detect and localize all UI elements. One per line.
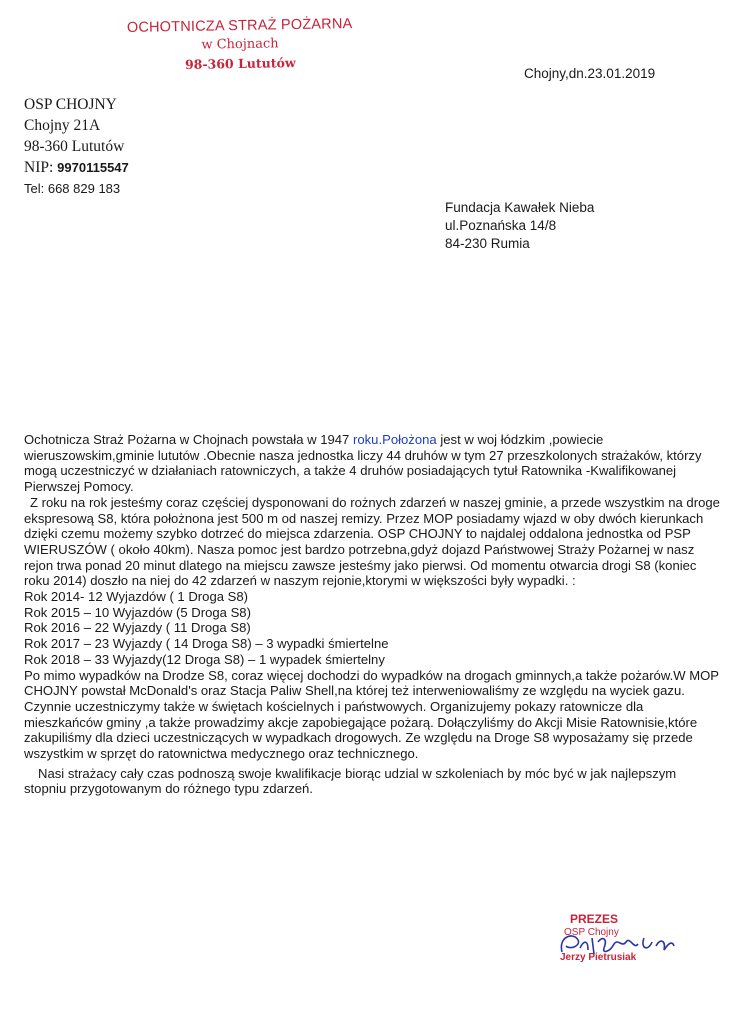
sender-name: OSP CHOJNY [24, 96, 117, 113]
yearly-stats-list [24, 589, 720, 668]
paragraph-2: Z roku na rok jesteśmy coraz częściej dysponowani do rożnych zdarzeń w naszej gminie, a przede wszystkim na droge ekspresową S8, która położnona jest 500 m od naszej remizy. Przez MOP posiadamy wjazd w oby dwóch kierunkach dzięki czemu możemy szybko dotrzeć do miejsca zdarzenia. OSP CHOJNY to najdalej oddalona jednostka od PSP WIERUSZÓW ( około 40km). Nasza pomoc jest bardzo potrzebna,gdyż dojazd Państwowej Straży Pożarnej w nasz rejon trwa ponad 20 minut dlatego na miejscu zawsze jesteśmy jako pierwsi. Od momentu otwarcia drogi S8 (koniec roku 2014) doszło na niej do 42 zdarzeń w naszym rejonie,ktorymi w większości były wypadki. : [24, 494, 720, 589]
nip-label: NIP: [24, 159, 58, 176]
p1-link[interactable]: roku.Położona [352, 432, 437, 447]
stamp-line-2: w Chojnach [201, 36, 279, 53]
year-stat-2015: Rok 2015 – 10 Wyjazdów (5 Droga S8) [24, 604, 251, 620]
signature-org: OSP Chojny [564, 927, 619, 938]
recipient-name: Fundacja Kawałek Nieba [445, 200, 595, 215]
year-stat-2014: Rok 2014- 12 Wyjazdów ( 1 Droga S8) [24, 589, 249, 605]
sender-nip [24, 157, 129, 178]
year-stat-2017: Rok 2017 – 23 Wyjazdy ( 14 Droga S8) – 3 wypadki śmiertelne [24, 636, 389, 652]
p1-start: Ochotnicza Straż Pożarna w Chojnach powstała w 1947 [24, 432, 353, 447]
sender-address [24, 94, 129, 199]
paragraph-4: Nasi strażacy cały czas podnoszą swoje kwalifikacje biorąc udzial w szkoleniach by móc być w jak najlepszym stopniu przygotowanym do różnego typu zdarzeń. [24, 765, 677, 797]
signature-name: Jerzy Pietrusiak [560, 952, 637, 963]
year-stat-2018: Rok 2018 – 33 Wyjazdy(12 Droga S8) – 1 wypadek śmiertelny [24, 651, 385, 667]
year-stat-2016: Rok 2016 – 22 Wyjazdy ( 11 Droga S8) [24, 620, 251, 636]
paragraph-3: Po mimo wypadków na Drodze S8, coraz więcej dochodzi do wypadków na drogach gminnych,a także pożarów.W MOP CHOJNY powstał McDonald's oraz Stacja Paliw Shell,na której też interweniowaliśmy ze względu na wyciek gazu. Czynnie uczestniczymy także w świętach kościelnych i państwowych. Organizujemy pokazy ratownicze dla mieszkańców gminy ,a także prowadzimy akcje zapobiegające pożarą. Dołączyliśmy do Akcji Misie Ratownisie,które zakupiliśmy dla dzieci uczestniczących w wypadkach drogowych. Ze względu na Droge S8 wyposażamy się przede wszystkim w sprzęt do ratownictwa medycznego oraz technicznego. [24, 667, 719, 762]
paragraph-1 [24, 432, 720, 495]
nip-value: 9970115547 [57, 160, 129, 175]
letter-date: Chojny,dn.23.01.2019 [524, 66, 656, 81]
sender-street: Chojny 21A [24, 117, 101, 134]
stamp-line-3: 98-360 Lututów [184, 55, 296, 72]
recipient-street: ul.Poznańska 14/8 [445, 218, 557, 233]
stamp-line-1: OCHOTNICZA STRAŻ POŻARNA [126, 16, 353, 36]
signature-title: PREZES [570, 912, 619, 926]
p1-end: jest w woj łódzkim ,powiecie wieruszowskim,gminie lututów .Obecnie nasza jednostka liczy 44 druhów w tym 27 przeszkolonych strażaków, którzy mogą uczestniczyć w działaniach ratowniczych, a także 4 druhów posiadających tytuł Ratownika -Kwalifikowanej Pierwszej Pomocy. [24, 432, 702, 495]
recipient-city: 84-230 Rumia [445, 236, 530, 251]
recipient-address [445, 199, 594, 253]
sender-city: 98-360 Lututów [24, 138, 125, 155]
organization-stamp [120, 16, 361, 73]
letter-body [24, 432, 720, 797]
handwritten-signature-icon [548, 928, 688, 964]
sender-tel: Tel: 668 829 183 [24, 181, 121, 196]
signature-block [548, 912, 688, 963]
